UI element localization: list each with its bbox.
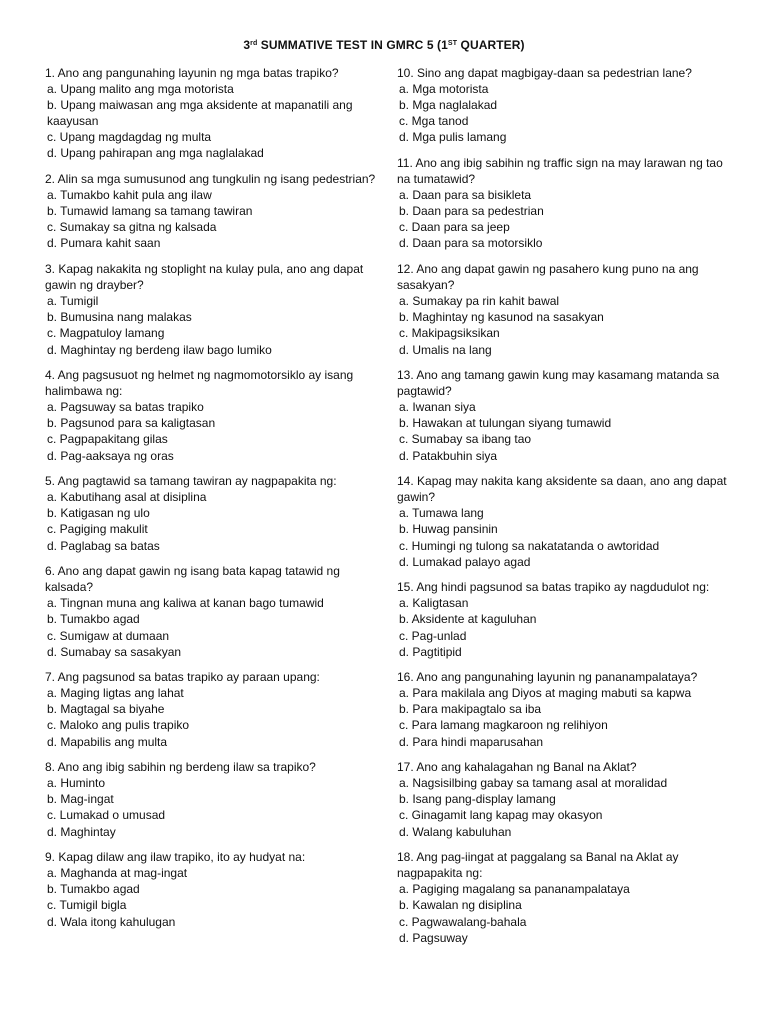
answer-choice: c. Pag-unlad (399, 628, 467, 643)
answer-choice: d. Pumara kahit saan (47, 236, 161, 251)
answer-choice: a. Tumawa lang (399, 506, 484, 521)
question-block (45, 261, 385, 358)
answer-choice: c. Pagwawalang-bahala (399, 914, 527, 929)
question-text: 6. Ano ang dapat gawin ng isang bata kapag tatawid ng kalsada? (45, 564, 340, 595)
question-block (397, 473, 727, 570)
question-text: 13. Ano ang tamang gawin kung may kasamang matanda sa pagtawid? (397, 368, 720, 399)
answer-choice: c. Mga tanod (399, 114, 469, 129)
answer-choice: b. Bumusina nang malakas (47, 310, 192, 325)
question-block (397, 579, 727, 659)
answer-choice: d. Walang kabuluhan (399, 824, 512, 839)
title-mid: SUMMATIVE TEST IN GMRC 5 (1 (257, 38, 448, 52)
answer-choice: b. Magtagal sa biyahe (47, 702, 165, 717)
answer-choice: b. Isang pang-display lamang (399, 792, 556, 807)
question-block (45, 669, 385, 749)
answer-choice: a. Daan para sa bisikleta (399, 188, 532, 203)
question-text: 14. Kapag may nakita kang aksidente sa daan, ano ang dapat gawin? (397, 474, 727, 505)
answer-choice: b. Upang maiwasan ang mga aksidente at mapanatili ang kaayusan (47, 98, 353, 129)
question-text: 16. Ano ang pangunahing layunin ng pananampalataya? (397, 670, 698, 685)
answer-choice: c. Upang magdagdag ng multa (47, 130, 212, 145)
answer-choice: c. Pagiging makulit (47, 522, 148, 537)
question-block (45, 171, 385, 251)
question-text: 10. Sino ang dapat magbigay-daan sa pedestrian lane? (397, 66, 692, 80)
answer-choice: a. Pagsuway sa batas trapiko (47, 400, 204, 415)
question-block (397, 65, 727, 145)
title-pre: 3 (243, 38, 251, 52)
answer-choice: a. Para makilala ang Diyos at maging mabuti sa kapwa (399, 686, 692, 701)
answer-choice: d. Mga pulis lamang (399, 130, 507, 145)
answer-choice: b. Maghintay ng kasunod na sasakyan (399, 310, 604, 325)
answer-choice: d. Mapabilis ang multa (47, 734, 168, 749)
answer-choice: d. Sumabay sa sasakyan (47, 644, 182, 659)
answer-choice: d. Wala itong kahulugan (47, 914, 176, 929)
title-superscript-rd: rd (250, 40, 258, 47)
answer-choice: a. Tingnan muna ang kaliwa at kanan bago tumawid (47, 596, 324, 611)
question-text: 17. Ano ang kahalagahan ng Banal na Aklat? (397, 760, 637, 775)
answer-choice: d. Patakbuhin siya (399, 448, 498, 463)
answer-choice: b. Tumakbo agad (47, 882, 140, 897)
question-text: 1. Ano ang pangunahing layunin ng mga batas trapiko? (45, 66, 339, 80)
question-block (397, 155, 727, 252)
question-text: 12. Ano ang dapat gawin ng pasahero kung puno na ang sasakyan? (397, 262, 699, 293)
question-block (397, 261, 727, 358)
answer-choice: a. Huminto (47, 776, 106, 791)
answer-choice: b. Mga naglalakad (399, 98, 498, 113)
answer-choice: d. Pagtitipid (399, 644, 462, 659)
question-text: 2. Alin sa mga sumusunod ang tungkulin ng isang pedestrian? (45, 172, 376, 187)
answer-choice: a. Tumigil (47, 294, 99, 309)
answer-choice: c. Makipagsiksikan (399, 326, 500, 341)
question-text: 9. Kapag dilaw ang ilaw trapiko, ito ay hudyat na: (45, 850, 306, 865)
question-block (397, 849, 727, 946)
answer-choice: c. Ginagamit lang kapag may okasyon (399, 808, 603, 823)
answer-choice: d. Pagsuway (399, 930, 468, 945)
answer-choice: a. Upang malito ang mga motorista (47, 82, 234, 97)
answer-choice: c. Sumigaw at dumaan (47, 628, 170, 643)
answer-choice: c. Pagpapakitang gilas (47, 432, 168, 447)
answer-choice: a. Nagsisilbing gabay sa tamang asal at moralidad (399, 776, 668, 791)
answer-choice: b. Mag-ingat (47, 792, 114, 807)
question-block (45, 65, 385, 162)
answer-choice: b. Kawalan ng disiplina (399, 898, 522, 913)
answer-choice: c. Sumabay sa ibang tao (399, 432, 532, 447)
answer-choice: b. Huwag pansinin (399, 522, 498, 537)
answer-choice: c. Sumakay sa gitna ng kalsada (47, 220, 217, 235)
right-question-column (397, 65, 727, 955)
answer-choice: b. Pagsunod para sa kaligtasan (47, 416, 216, 431)
answer-choice: d. Daan para sa motorsiklo (399, 236, 543, 251)
question-text: 18. Ang pag-iingat at paggalang sa Banal na Aklat ay nagpapakita ng: (397, 850, 679, 881)
title-superscript-st: ST (447, 40, 458, 47)
answer-choice: b. Aksidente at kaguluhan (399, 612, 537, 627)
answer-choice: c. Para lamang magkaroon ng relihiyon (399, 718, 608, 733)
question-text: 8. Ano ang ibig sabihin ng berdeng ilaw sa trapiko? (45, 760, 316, 775)
answer-choice: a. Kabutihang asal at disiplina (47, 490, 207, 505)
question-text: 3. Kapag nakakita ng stoplight na kulay pula, ano ang dapat gawin ng drayber? (45, 262, 364, 293)
answer-choice: b. Tumawid lamang sa tamang tawiran (47, 204, 253, 219)
question-block (45, 563, 385, 660)
answer-choice: c. Maloko ang pulis trapiko (47, 718, 190, 733)
question-text: 4. Ang pagsusuot ng helmet ng nagmomotorsiklo ay isang halimbawa ng: (45, 368, 354, 399)
answer-choice: d. Pag-aaksaya ng oras (47, 448, 174, 463)
question-text: 11. Ano ang ibig sabihin ng traffic sign na may larawan ng tao na tumatawid? (397, 155, 723, 187)
answer-choice: b. Para makipagtalo sa iba (399, 702, 542, 717)
answer-choice: a. Kaligtasan (399, 596, 469, 611)
answer-choice: a. Mga motorista (399, 82, 489, 97)
answer-choice: a. Iwanan siya (399, 400, 476, 415)
answer-choice: d. Maghintay ng berdeng ilaw bago lumiko (47, 342, 272, 357)
question-block (397, 759, 727, 839)
answer-choice: a. Maging ligtas ang lahat (47, 686, 184, 701)
answer-choice: c. Daan para sa jeep (399, 220, 510, 235)
question-block (45, 759, 385, 839)
question-text: 5. Ang pagtawid sa tamang tawiran ay nagpapakita ng: (45, 474, 337, 489)
answer-choice: a. Pagiging magalang sa pananampalataya (399, 882, 630, 897)
question-block (397, 367, 727, 464)
answer-choice: d. Lumakad palayo agad (399, 554, 531, 569)
question-block (45, 367, 385, 464)
answer-choice: c. Lumakad o umusad (47, 808, 166, 823)
question-block (45, 473, 385, 553)
answer-choice: c. Tumigil bigla (47, 898, 127, 913)
question-text: 15. Ang hindi pagsunod sa batas trapiko ay nagdudulot ng: (397, 580, 710, 595)
question-text: 7. Ang pagsunod sa batas trapiko ay paraan upang: (45, 670, 320, 685)
answer-choice: d. Paglabag sa batas (47, 538, 160, 553)
title-post: QUARTER) (457, 38, 525, 52)
answer-choice: b. Hawakan at tulungan siyang tumawid (399, 416, 612, 431)
answer-choice: a. Maghanda at mag-ingat (47, 866, 188, 881)
answer-choice: b. Daan para sa pedestrian (399, 204, 544, 219)
left-question-column (45, 65, 385, 939)
answer-choice: d. Para hindi maparusahan (399, 734, 544, 749)
question-block (397, 669, 727, 749)
answer-choice: d. Upang pahirapan ang mga naglalakad (47, 146, 264, 161)
page-title (0, 38, 768, 52)
answer-choice: d. Maghintay (47, 824, 116, 839)
answer-choice: a. Sumakay pa rin kahit bawal (399, 294, 560, 309)
answer-choice: c. Humingi ng tulong sa nakatatanda o awtoridad (399, 538, 660, 553)
answer-choice: b. Katigasan ng ulo (47, 506, 150, 521)
question-block (45, 849, 385, 929)
answer-choice: b. Tumakbo agad (47, 612, 140, 627)
answer-choice: c. Magpatuloy lamang (47, 326, 165, 341)
answer-choice: a. Tumakbo kahit pula ang ilaw (47, 188, 212, 203)
answer-choice: d. Umalis na lang (399, 342, 492, 357)
